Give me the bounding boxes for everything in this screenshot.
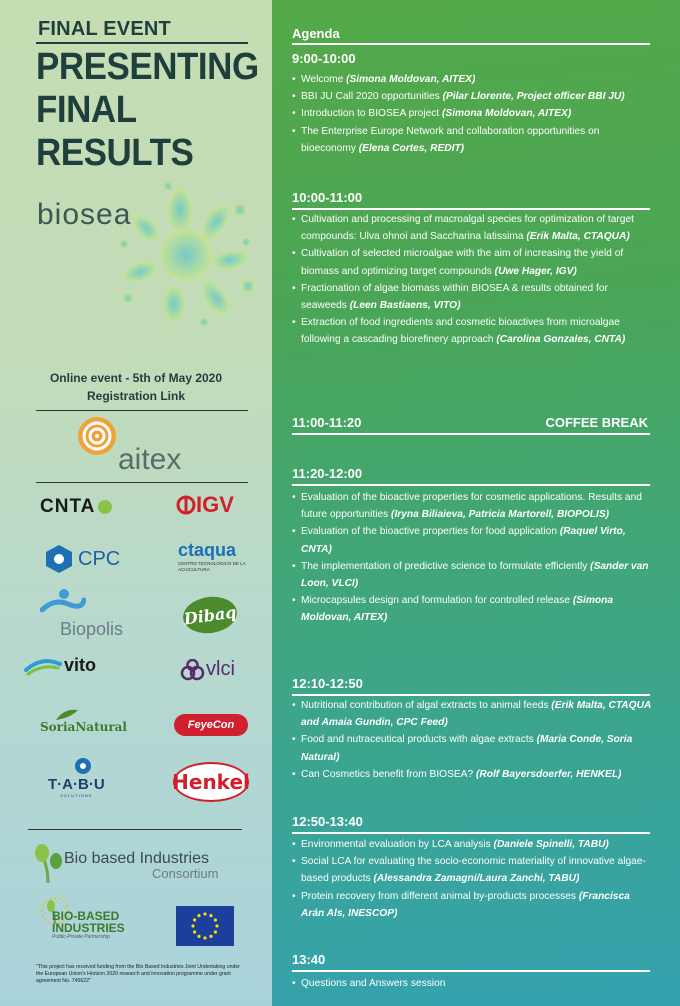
item-title: Questions and Answers session: [301, 978, 446, 989]
item-speaker: (Daniele Spinelli, TABU): [493, 839, 609, 850]
divider: [292, 694, 650, 696]
item-title: Welcome: [301, 74, 347, 85]
registration-link[interactable]: Registration Link: [86, 389, 185, 403]
item-speaker: (Elena Cortes, REDIT): [358, 142, 465, 154]
agenda-item: [292, 489, 652, 523]
divider: [28, 829, 242, 830]
item-speaker: (Simona Moldovan, AITEX): [442, 108, 572, 120]
cpc-hexagon-icon: [45, 544, 73, 574]
session-time: 10:00-11:00: [292, 190, 363, 205]
agenda-item: [292, 211, 652, 245]
item-title: BBI JU Call 2020 opportunities: [301, 91, 443, 103]
ctaqua-logo: [178, 540, 246, 573]
aitex-logo: aitex: [118, 443, 182, 476]
session-items: [292, 975, 652, 992]
cnta-logo: [40, 496, 112, 518]
vito-logo: [24, 655, 96, 676]
item-speaker: (Erik Malta, CTAQUA and Amaia Gundin, CPC Feed): [301, 700, 651, 729]
session-items: [292, 489, 652, 627]
vito-logo-text: vito: [64, 655, 97, 675]
agenda-item: [292, 558, 652, 592]
ctaqua-logo-subtitle: CENTRO TECNOLÓGICO DE LA ACUICULTURA: [178, 561, 246, 572]
item-title: Food and nutraceutical products with algae extracts: [301, 734, 537, 746]
cnta-logo-text: CNTA: [40, 496, 96, 517]
agenda-item: [292, 836, 652, 853]
item-speaker: (Sander van Loon, VLCI): [301, 560, 649, 590]
biopolis-swirl-icon: [40, 588, 86, 616]
bbi-sprout-icon: [34, 843, 64, 883]
tabu-logo-subtitle: SOLUTIONS: [60, 793, 93, 798]
aitex-spiral-icon: [76, 415, 118, 457]
cpc-logo-text: CPC: [78, 547, 121, 570]
agenda-item: [292, 975, 652, 992]
session-items: [292, 71, 652, 157]
cpc-logo: [45, 544, 120, 574]
agenda-panel: [272, 0, 680, 1006]
headline-line: FINAL: [36, 89, 137, 131]
agenda-title: Agenda: [292, 26, 340, 41]
session-time: 11:20-12:00: [292, 466, 363, 481]
item-title: The Enterprise Europe Network and collaboration opportunities on bioeconomy: [301, 125, 600, 154]
divider: [292, 832, 650, 834]
session-time: 11:00-11:20: [292, 415, 362, 430]
divider: [292, 433, 650, 435]
item-title: Cultivation of selected microalgae with the aim of increasing the yield of biomass and optimizing target compounds: [301, 248, 624, 277]
session-items: [292, 211, 652, 349]
tabu-logo: [48, 776, 105, 798]
event-label: FINAL EVENT: [38, 18, 171, 40]
item-title: Can Cosmetics benefit from BIOSEA?: [301, 768, 476, 780]
divider: [292, 484, 650, 486]
divider: [292, 43, 650, 45]
item-speaker: (Uwe Hager, IGV): [494, 265, 577, 277]
headline-line: PRESENTING: [36, 46, 259, 88]
item-speaker: (Alessandra Zamagni/Laura Zanchi, TABU): [373, 873, 580, 885]
divider: [292, 970, 650, 972]
igv-emblem-icon: [176, 494, 196, 516]
bbi-ju-logo-text: BIO-BASED INDUSTRIES: [52, 909, 125, 935]
session-time: 13:40: [292, 952, 326, 967]
item-title: Evaluation of the bioactive properties for cosmetic applications. Results and future opportunities: [301, 492, 642, 521]
cnta-leaf-icon: [98, 500, 112, 514]
ctaqua-logo-text: ctaqua: [178, 540, 237, 560]
bbi-consortium-logo: Bio based Industries: [64, 850, 209, 867]
agenda-item: [292, 523, 652, 557]
bbi-ju-logo: [52, 910, 126, 941]
item-speaker: (Maria Conde, Soria Natural): [301, 734, 633, 763]
igv-logo: [176, 492, 234, 518]
item-title: Microcapsules design and formulation for controlled release: [301, 595, 573, 607]
agenda-item: [292, 731, 652, 765]
tabu-logo-text: T·A·B·U: [48, 776, 105, 793]
item-title: Fractionation of algae biomass within BIOSEA & results obtained for seaweeds: [301, 282, 608, 312]
divider: [36, 482, 248, 483]
agenda-item: [292, 888, 652, 922]
eu-flag-icon: [176, 906, 234, 946]
item-speaker: (Simona Moldovan, AITEX): [301, 595, 614, 624]
page-title: [36, 46, 259, 175]
vlci-logo: [180, 658, 235, 681]
agenda-item: [292, 697, 652, 731]
item-speaker: (Erik Malta, CTAQUA): [526, 231, 630, 243]
agenda-item: [292, 123, 652, 157]
session-time: 12:50-13:40: [292, 814, 363, 829]
agenda-item: [292, 71, 652, 88]
session-items: [292, 697, 652, 783]
event-date: Online event - 5th of May 2020: [49, 371, 223, 385]
item-speaker: (Leen Bastiaens, VITO): [349, 300, 461, 312]
item-speaker: (Pilar Llorente, Project officer BBI JU): [442, 91, 625, 103]
item-title: Nutritional contribution of algal extracts to animal feeds: [301, 700, 552, 711]
vito-swoosh-icon: [24, 656, 62, 676]
bbi-ju-logo-subtitle: Public-Private Partnership: [52, 934, 110, 940]
item-title: Protein recovery from different animal by-products processes: [301, 890, 579, 902]
dibaq-logo: [180, 592, 241, 637]
biosea-logo: biosea: [37, 198, 132, 231]
headline-line: RESULTS: [36, 132, 194, 174]
agenda-item: [292, 766, 652, 783]
item-speaker: (Rolf Bayersdoerfer, HENKEL): [475, 768, 622, 780]
divider: [292, 208, 650, 210]
item-title: Evaluation of the bioactive properties for food application: [301, 526, 560, 538]
agenda-item: [292, 245, 652, 279]
agenda-item: [292, 314, 652, 348]
item-title: Social LCA for evaluating the socio-economic materiality of innovative algae-based products: [301, 856, 646, 885]
feyecon-logo: FeyeCon: [174, 714, 248, 736]
agenda-item: [292, 88, 652, 105]
igv-logo-text: IGV: [196, 492, 234, 517]
soria-natural-logo: SoriaNatural: [40, 720, 127, 734]
session-items: [292, 836, 652, 922]
biopolis-logo: Biopolis: [60, 619, 124, 639]
soria-leaf-icon: [56, 708, 78, 720]
tabu-drop-icon: [74, 756, 92, 776]
dibaq-logo-text: Dibaq: [182, 601, 238, 629]
agenda-item: [292, 105, 652, 122]
item-speaker: (Raquel Virto, CNTA): [301, 526, 626, 555]
coffee-break-label: COFFEE BREAK: [545, 415, 648, 430]
item-title: Introduction to BIOSEA project: [301, 108, 443, 120]
session-time: 9:00-10:00: [292, 51, 356, 66]
agenda-item: [292, 280, 652, 314]
item-title: Cultivation and processing of macroalgal species for optimization of target compounds: Ulva ohnoi and Saccharina latissima: [301, 214, 634, 243]
vlci-logo-text: vlci: [206, 658, 235, 680]
agenda-item: [292, 592, 652, 626]
item-speaker: (Iryna Biliaieva, Patricia Martorell, BIOPOLIS): [391, 509, 610, 521]
item-title: Environmental evaluation by LCA analysis: [301, 839, 494, 850]
item-speaker: (Carolina Gonzales, CNTA): [496, 334, 626, 346]
agenda-item: [292, 853, 652, 887]
left-panel: [0, 0, 272, 1006]
item-speaker: (Francisca Arán Als, INESCOP): [301, 890, 630, 919]
item-title: The implementation of predictive science to formulate efficiently: [301, 560, 591, 572]
session-time: 12:10-12:50: [292, 676, 363, 691]
divider: [36, 42, 248, 44]
item-title: Extraction of food ingredients and cosmetic bioactives from microalgae following a cascading biorefinery approach: [301, 317, 620, 346]
bbi-consortium-subtitle: Consortium: [152, 866, 219, 881]
item-speaker: (Simona Moldovan, AITEX): [346, 74, 476, 85]
vlci-rings-icon: [180, 659, 206, 681]
henkel-logo: Henkel: [173, 762, 249, 802]
divider: [36, 410, 248, 411]
funding-footnote: "This project has received funding from the Bio Based Industries Joint Undertaking under the European Union's Horizon 2020 research and innovation programme under grant agreement No. 745622": [36, 964, 240, 984]
